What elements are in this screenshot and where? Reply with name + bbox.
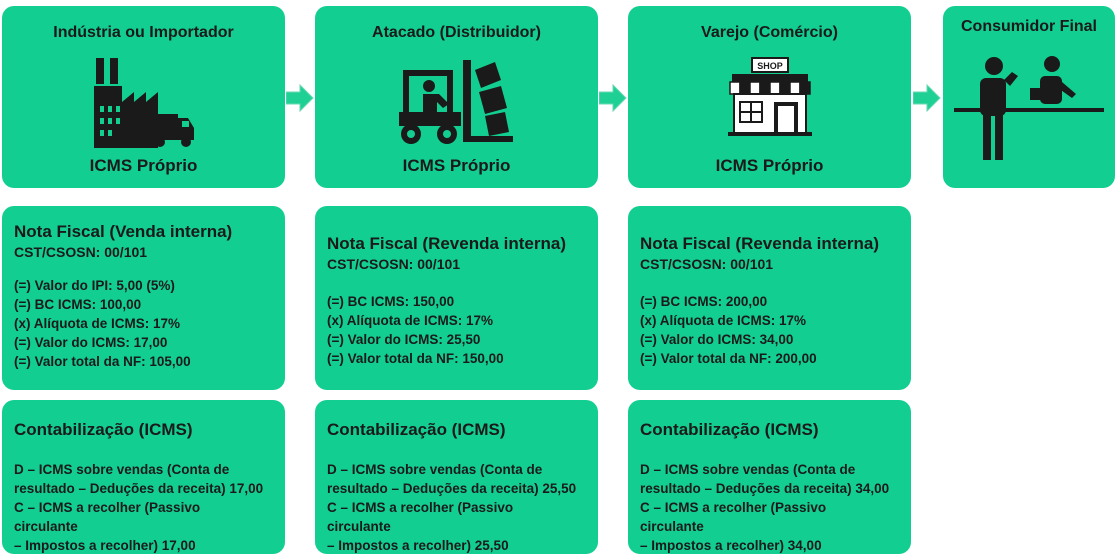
nota-fiscal-line: (=) Valor do ICMS: 25,50	[327, 332, 481, 347]
nota-fiscal-cst: CST/CSOSN: 00/101	[327, 256, 461, 272]
contabilizacao-line: C – ICMS a recolher (Passivo circulante	[640, 500, 827, 534]
nota-fiscal-lines	[640, 292, 899, 368]
contabilizacao-line: C – ICMS a recolher (Passivo circulante	[14, 500, 201, 534]
stage-industria	[2, 6, 285, 188]
contabilizacao-lines	[14, 460, 264, 555]
nota-fiscal-line: (=) Valor do ICMS: 34,00	[640, 332, 794, 347]
forklift-icon	[399, 56, 515, 148]
stage-tax-label: ICMS Próprio	[89, 156, 198, 175]
contabilizacao-line: resultado – Deduções da receita) 34,00	[640, 481, 890, 496]
contabilizacao-title: Contabilização (ICMS)	[640, 420, 819, 439]
contabilizacao-card	[315, 400, 598, 554]
nota-fiscal-card	[315, 206, 598, 390]
nota-fiscal-card	[2, 206, 285, 390]
stage-varejo	[628, 6, 911, 188]
nota-fiscal-line: (=) Valor total da NF: 200,00	[640, 351, 817, 366]
contabilizacao-card	[628, 400, 911, 554]
nota-fiscal-cst: CST/CSOSN: 00/101	[640, 256, 774, 272]
consumer-counter-icon	[954, 54, 1104, 162]
nota-fiscal-line: (=) Valor total da NF: 150,00	[327, 351, 504, 366]
nota-fiscal-line: (=) BC ICMS: 200,00	[640, 294, 768, 309]
contabilizacao-lines	[640, 460, 890, 555]
nota-fiscal-line: (=) BC ICMS: 150,00	[327, 294, 455, 309]
nota-fiscal-line: (x) Alíquota de ICMS: 17%	[640, 313, 807, 328]
stage-title: Atacado (Distribuidor)	[372, 24, 541, 41]
nota-fiscal-cst: CST/CSOSN: 00/101	[14, 244, 148, 260]
arrow-right-icon	[599, 84, 627, 112]
contabilizacao-line: – Impostos a recolher) 25,50	[327, 538, 509, 553]
contabilizacao-line: D – ICMS sobre vendas (Conta de	[14, 462, 230, 477]
contabilizacao-line: C – ICMS a recolher (Passivo circulante	[327, 500, 514, 534]
nota-fiscal-line: (=) Valor do IPI: 5,00 (5%)	[14, 278, 175, 293]
stage-tax-label: ICMS Próprio	[715, 156, 824, 175]
shop-icon	[728, 54, 812, 136]
shop-sign-text: SHOP	[756, 61, 783, 71]
contabilizacao-line: D – ICMS sobre vendas (Conta de	[640, 462, 856, 477]
factory-truck-icon	[94, 56, 194, 148]
nota-fiscal-title: Nota Fiscal (Revenda interna)	[640, 234, 880, 253]
stage-title: Consumidor Final	[961, 18, 1097, 35]
contabilizacao-lines	[327, 460, 577, 555]
contabilizacao-card	[2, 400, 285, 554]
stage-consumidor	[943, 6, 1115, 188]
stage-tax-label: ICMS Próprio	[402, 156, 511, 175]
nota-fiscal-line: (x) Alíquota de ICMS: 17%	[327, 313, 494, 328]
nota-fiscal-card	[628, 206, 911, 390]
stage-title: Varejo (Comércio)	[701, 24, 838, 41]
nota-fiscal-title: Nota Fiscal (Revenda interna)	[327, 234, 567, 253]
arrow-right-icon	[286, 84, 314, 112]
nota-fiscal-line: (=) Valor total da NF: 105,00	[14, 354, 191, 369]
stage-atacado	[315, 6, 598, 188]
contabilizacao-title: Contabilização (ICMS)	[327, 420, 506, 439]
stage-title: Indústria ou Importador	[53, 24, 234, 41]
contabilizacao-title: Contabilização (ICMS)	[14, 420, 193, 439]
nota-fiscal-lines	[14, 276, 273, 371]
nota-fiscal-lines	[327, 292, 586, 368]
nota-fiscal-line: (=) BC ICMS: 100,00	[14, 297, 142, 312]
contabilizacao-line: – Impostos a recolher) 17,00	[14, 538, 196, 553]
contabilizacao-line: – Impostos a recolher) 34,00	[640, 538, 822, 553]
nota-fiscal-line: (x) Alíquota de ICMS: 17%	[14, 316, 181, 331]
contabilizacao-line: D – ICMS sobre vendas (Conta de	[327, 462, 543, 477]
nota-fiscal-line: (=) Valor do ICMS: 17,00	[14, 335, 168, 350]
arrow-right-icon	[913, 84, 941, 112]
contabilizacao-line: resultado – Deduções da receita) 25,50	[327, 481, 577, 496]
nota-fiscal-title: Nota Fiscal (Venda interna)	[14, 222, 233, 241]
contabilizacao-line: resultado – Deduções da receita) 17,00	[14, 481, 264, 496]
